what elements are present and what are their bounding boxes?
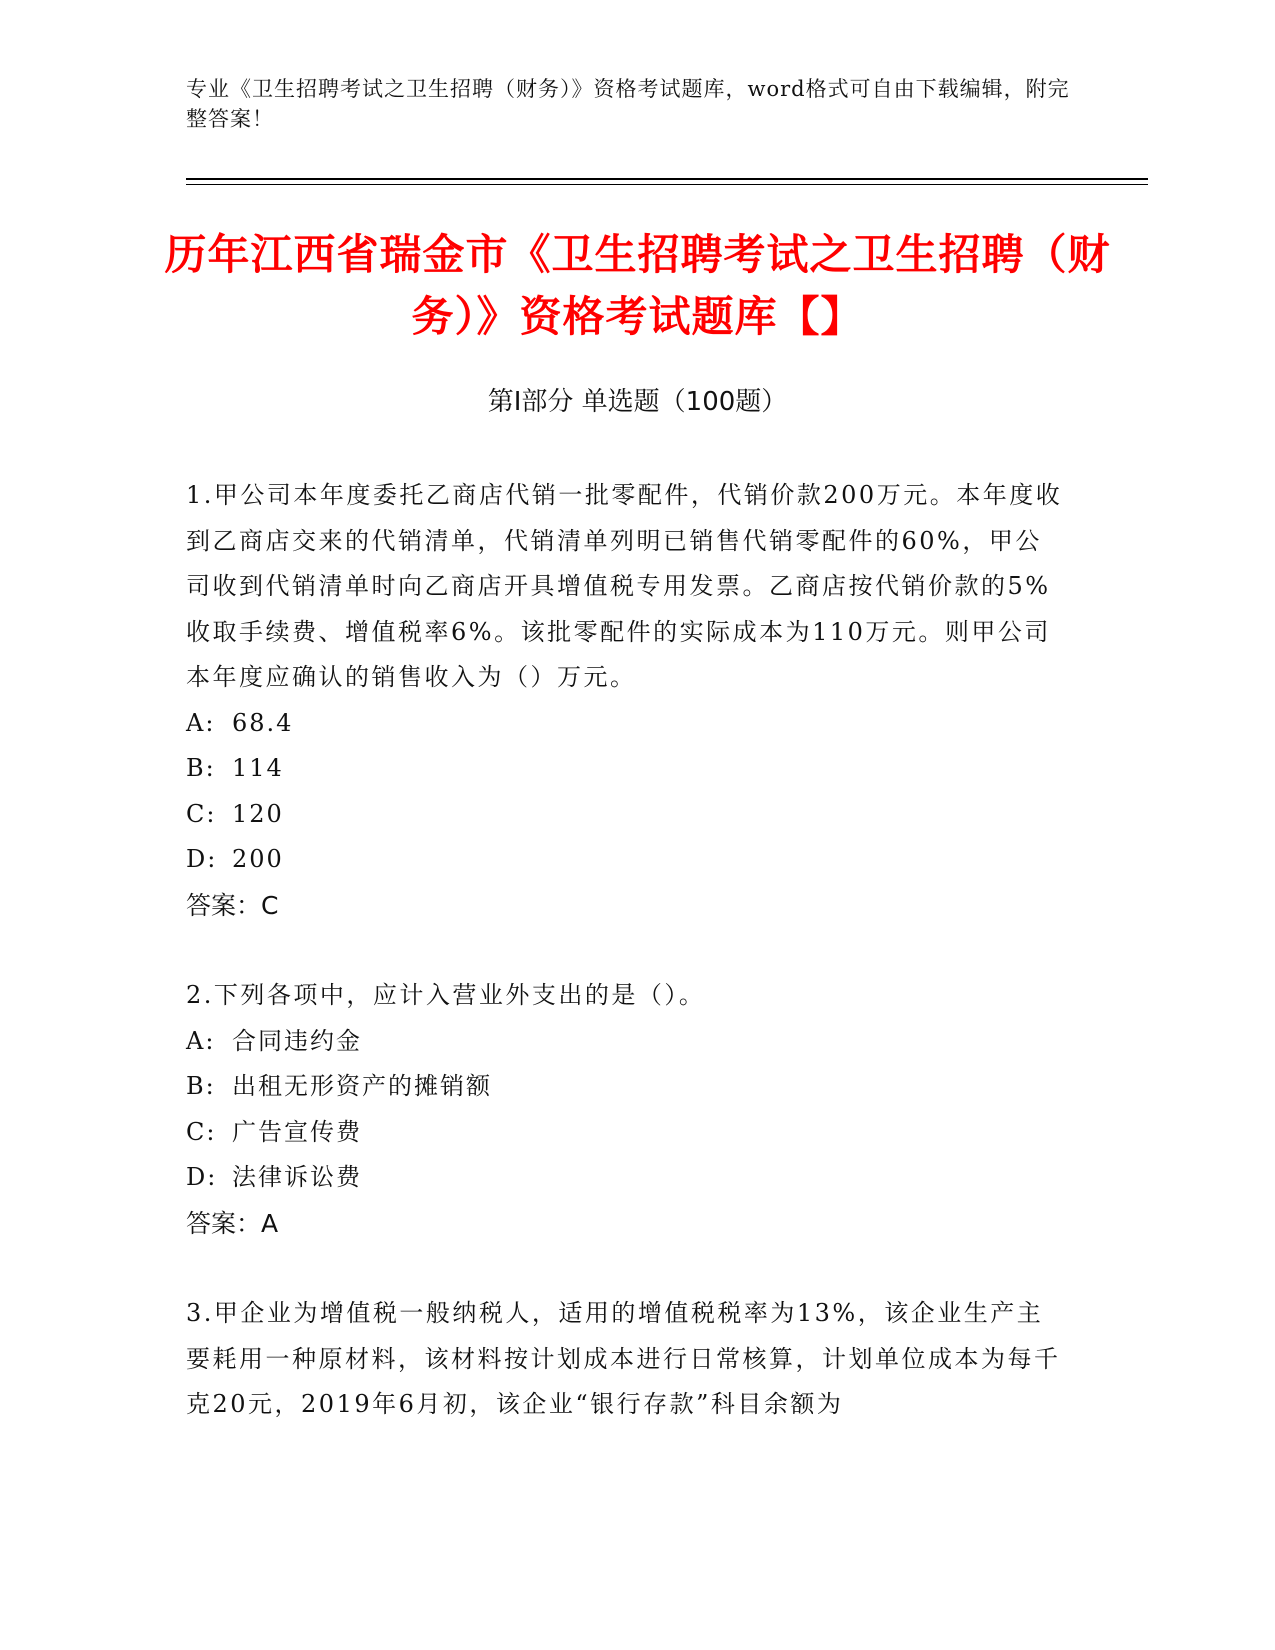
option-c xyxy=(186,792,1066,838)
option-d xyxy=(186,1155,1066,1201)
option-letter: A: xyxy=(186,1026,216,1055)
answer-line: 答案：C xyxy=(186,890,279,920)
option-letter: C: xyxy=(186,1117,217,1146)
option-letter: B: xyxy=(186,754,216,782)
question-stem: 2.下列各项中，应计入营业外支出的是（）。 xyxy=(186,981,706,1009)
option-text: 114 xyxy=(232,754,284,782)
option-text: 120 xyxy=(232,799,284,828)
option-text: 广告宣传费 xyxy=(232,1117,362,1146)
option-a xyxy=(186,701,1066,747)
option-letter: A: xyxy=(186,708,216,737)
document-title: 历年江西省瑞金市《卫生招聘考试之卫生招聘（财务）》资格考试题库【】 xyxy=(164,230,1111,341)
question-stem: 3.甲企业为增值税一般纳税人，适用的增值税税率为13%，该企业生产主要耗用一种原材料，该材料按计划成本进行日常核算，计划单位成本为每千克20元，2019年6月初，该企业“银行存款”科目余额为 xyxy=(186,1299,1061,1418)
option-letter: B: xyxy=(186,1072,216,1100)
header-note: 专业《卫生招聘考试之卫生招聘（财务）》资格考试题库，word格式可自由下载编辑，附完整答案！ xyxy=(186,77,1070,131)
option-b xyxy=(186,746,1066,792)
header-rule-thin xyxy=(186,184,1148,185)
question-1 xyxy=(186,473,1066,928)
option-b xyxy=(186,1064,1066,1110)
option-letter: D: xyxy=(186,1163,218,1191)
question-3 xyxy=(186,1291,1066,1428)
option-letter: D: xyxy=(186,845,218,873)
question-2 xyxy=(186,973,1066,1246)
option-d xyxy=(186,837,1066,883)
option-a xyxy=(186,1019,1066,1065)
option-text: 法律诉讼费 xyxy=(232,1163,362,1191)
header-rule-thick xyxy=(186,178,1148,180)
question-stem: 1.甲公司本年度委托乙商店代销一批零配件，代销价款200万元。本年度收到乙商店交来的代销清单，代销清单列明已销售代销零配件的60%，甲公司收到代销清单时向乙商店开具增值税专用发票。乙商店按代销价款的5%收取手续费、增值税率6%。该批零配件的实际成本为110万元。则甲公司本年度应确认的销售收入为（）万元。 xyxy=(186,481,1063,691)
option-text: 合同违约金 xyxy=(232,1026,362,1055)
option-text: 68.4 xyxy=(232,708,294,737)
option-text: 200 xyxy=(232,845,284,873)
option-letter: C: xyxy=(186,799,217,828)
section-heading: 第Ⅰ部分 单选题（100题） xyxy=(487,387,788,417)
option-text: 出租无形资产的摊销额 xyxy=(232,1072,492,1100)
answer-line: 答案：A xyxy=(186,1208,279,1238)
option-c xyxy=(186,1110,1066,1156)
